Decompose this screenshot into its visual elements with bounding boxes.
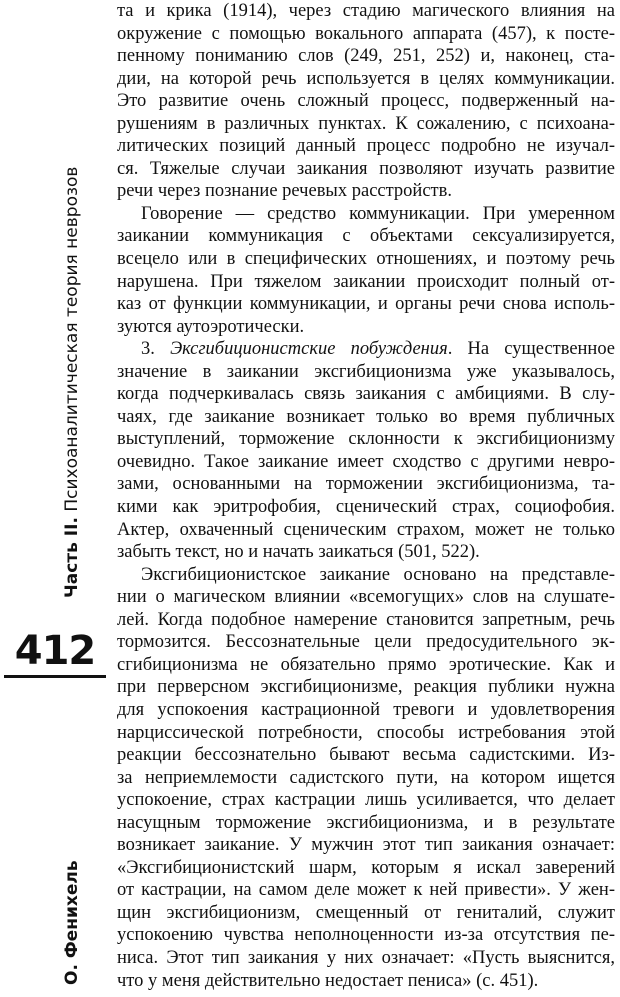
text-line: выступлений, торможение склонности к эксгибиционизму: [117, 429, 615, 450]
body-text: [117, 0, 615, 992]
running-head: [62, 167, 82, 598]
text-line: реакции бессознательно бывают весьма садистскими. Из-: [117, 745, 615, 766]
text-line: чаях, где заикание возникает только во время публичных: [117, 406, 615, 427]
page-margin: [0, 0, 110, 997]
text-line: успокоению чувства неполноценности из-за отсутствия пе-: [117, 925, 615, 946]
text-line: Говорение — средство коммуникации. При умеренном: [141, 203, 615, 224]
running-head-title: Психоаналитическая теория неврозов: [62, 166, 82, 512]
text-line: зуются аутоэротически.: [117, 316, 305, 337]
text-line: когда подчеркивалась связь заикания с амбициями. В слу-: [117, 384, 615, 405]
text-line: при перверсном эксгибиционизме, реакция публики нужна: [117, 677, 615, 698]
text-line-prefix: 3.: [141, 339, 171, 360]
text-line: забыть текст, но и начать заикаться (501, 522).: [117, 542, 480, 563]
text-line: рушениям в различных пунктах. К сожалению, с психоана-: [117, 113, 615, 134]
text-line: каз от функции коммуникации, и органы речи снова исполь-: [117, 294, 615, 315]
text-line: очевидно. Такое заикание имеет сходство с другими невро-: [117, 451, 615, 472]
text-line-suffix: . На существенное: [447, 339, 615, 360]
text-line: дии, на которой речь используется в целях коммуникации.: [117, 68, 615, 89]
text-line: ниса. Этот тип заикания у них означает: «Пусть выяснится,: [117, 947, 615, 968]
text-line: Эксгибиционистское заикание основано на представле-: [141, 564, 615, 585]
text-line: лей. Когда подобное намерение становится запретным, речь: [117, 609, 615, 630]
page-number: 412: [14, 628, 96, 674]
text-line: [117, 338, 615, 361]
author-name: О. Фенихель: [62, 860, 82, 985]
text-line: значение в заикании эксгибиционизма уже указывалось,: [117, 361, 615, 382]
text-line: возникает заикание. У мужчин этот тип заикания означает:: [117, 835, 615, 856]
text-line: Актер, охваченный сценическим страхом, может не только: [117, 519, 615, 540]
text-line: Это развитие очень сложный процесс, подверженный на-: [117, 91, 615, 112]
section-heading-italic: Эксгибиционистские побуждения: [170, 339, 448, 360]
text-line: ся. Тяжелые случаи заикания позволяют изучать развитие: [117, 158, 615, 179]
text-line: за неприемлемости садистского пути, на котором ищется: [117, 767, 615, 788]
text-line: от кастрации, на самом деле может к ней привести». У жен-: [117, 880, 615, 901]
text-line: зами, основанными на торможении эксгибиционизма, та-: [117, 474, 615, 495]
text-line: заикании коммуникация с объектами сексуализируется,: [117, 226, 615, 247]
text-line: сгибиционизма не обязательно прямо эротические. Как и: [117, 654, 615, 675]
text-line: нарциссической потребности, способы истребования этой: [117, 722, 615, 743]
text-line: нии о магическом влиянии «всемогущих» слов на слушате-: [117, 587, 615, 608]
text-line: тормозится. Бессознательные цели предосудительного эк-: [117, 632, 615, 653]
text-line: кими как эритрофобия, сценический страх, социофобия.: [117, 497, 615, 518]
text-line: насущным торможение эксгибиционизма, и в результате: [117, 812, 615, 833]
text-line: та и крика (1914), через стадию магического влияния на: [117, 1, 615, 21]
page-number-rule: [4, 675, 106, 678]
text-line: щин эксгибиционизм, смещенный от гениталий, служит: [117, 902, 615, 923]
running-head-part: Часть II.: [62, 517, 82, 598]
text-line: нарушена. При тяжелом заикании происходит полный от-: [117, 271, 615, 292]
text-line: окружение с помощью вокального аппарата (457), к посте-: [117, 23, 615, 44]
text-line: всецело или в специфических отношениях, и поэтому речь: [117, 249, 615, 270]
text-line: что у меня действительно недостает пениса» (с. 451).: [117, 970, 539, 991]
text-line: успокоение, страх кастрации лишь усиливается, что делает: [117, 790, 615, 811]
text-line: «Эксгибиционистский шарм, которым я искал заверений: [117, 857, 615, 878]
text-line: речи через познание речевых расстройств.: [117, 181, 452, 202]
text-line: для успокоения кастрационной тревоги и удовлетворения: [117, 699, 615, 720]
text-line: литических позиций данный процесс подробно не изучал-: [117, 136, 615, 157]
text-line: пенному пониманию слов (249, 251, 252) и, наконец, ста-: [117, 46, 615, 67]
